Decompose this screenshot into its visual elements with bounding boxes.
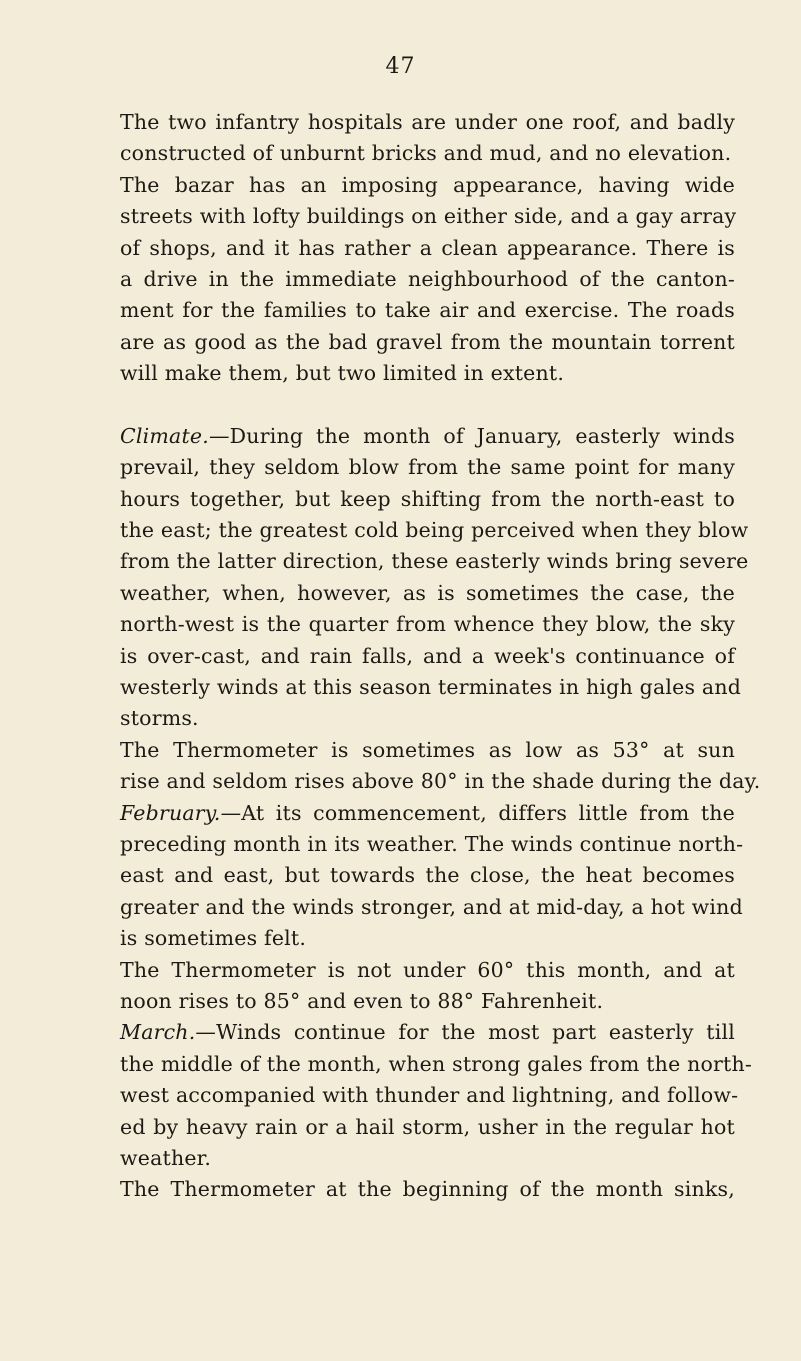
line-text: are as good as the bad gravel from the mountain torrent <box>120 329 735 354</box>
line-text: constructed of unburnt bricks and mud, and no elevation. <box>120 141 732 166</box>
text-line <box>120 986 735 1017</box>
line-text: —Winds continue for the most part easterly till <box>195 1020 735 1045</box>
line-text: noon rises to 85° and even to 88° Fahrenheit. <box>120 988 604 1013</box>
line-text: weather. <box>120 1145 212 1170</box>
line-text: north-west is the quarter from whence they blow, the sky <box>120 612 735 637</box>
text-line <box>120 829 744 860</box>
text-line <box>120 923 735 954</box>
section-heading: March. <box>120 1020 196 1045</box>
line-text: storms. <box>120 706 199 731</box>
body-text <box>120 107 761 1206</box>
line-text: The Thermometer is not under 60° this month, and at <box>120 957 735 982</box>
line-text: rise and seldom rises above 80° in the shade during the day. <box>120 769 761 794</box>
line-text: The Thermometer is sometimes as low as 53° at sun <box>120 737 735 762</box>
text-line <box>120 1143 735 1174</box>
line-text: hours together, but keep shifting from the north-east to <box>120 486 735 511</box>
line-text: from the latter direction, these easterly winds bring severe <box>120 549 749 574</box>
text-line <box>120 735 735 766</box>
line-text: —During the month of January, easterly winds <box>208 423 735 448</box>
text-line <box>120 860 735 891</box>
text-line <box>120 327 735 358</box>
line-text: east and east, but towards the close, the heat becomes <box>120 863 735 888</box>
section-heading: Climate. <box>120 423 209 448</box>
text-line <box>120 703 735 734</box>
line-text: west accompanied with thunder and lightning, and follow- <box>120 1083 739 1108</box>
text-line <box>120 107 735 138</box>
line-text: ed by heavy rain or a hail storm, usher in the regular hot <box>120 1114 735 1139</box>
text-line <box>120 515 749 546</box>
line-text: ment for the families to take air and exercise. The roads <box>120 298 735 323</box>
text-line <box>120 358 735 389</box>
line-text: The two infantry hospitals are under one roof, and badly <box>120 110 735 134</box>
text-line <box>120 892 743 923</box>
line-text: streets with lofty buildings on either side, and a gay array <box>120 204 737 229</box>
text-line <box>120 672 742 703</box>
text-line <box>120 609 735 640</box>
line-text: greater and the winds stronger, and at mid-day, a hot wind <box>120 894 743 919</box>
text-line <box>120 1080 739 1111</box>
text-line <box>120 452 735 483</box>
text-line <box>120 264 735 295</box>
line-text: prevail, they seldom blow from the same point for many <box>120 455 735 480</box>
line-text: a drive in the immediate neighbourhood of the canton- <box>120 266 735 291</box>
text-line <box>120 798 735 829</box>
line-text: will make them, but two limited in extent. <box>120 361 565 386</box>
text-line <box>120 201 735 232</box>
text-line <box>120 1017 735 1048</box>
text-line <box>120 578 735 609</box>
line-text: westerly winds at this season terminates in high gales and <box>120 675 742 700</box>
text-line <box>120 1049 753 1080</box>
text-line <box>120 484 735 515</box>
text-line <box>120 138 735 169</box>
text-line <box>120 641 735 672</box>
line-text: —At its commencement, differs little from the <box>220 800 735 825</box>
line-text: is over-cast, and rain falls, and a week's continuance of <box>120 643 735 668</box>
line-text: the east; the greatest cold being perceived when they blow <box>120 518 749 543</box>
text-line <box>120 421 735 452</box>
text-line <box>120 390 735 421</box>
line-text: weather, when, however, as is sometimes the case, the <box>120 580 735 605</box>
text-line <box>120 546 749 577</box>
text-line <box>120 1174 735 1205</box>
line-text: The Thermometer at the beginning of the month sinks, <box>120 1177 735 1202</box>
text-line <box>120 955 735 986</box>
text-line <box>120 295 735 326</box>
text-line <box>120 233 735 264</box>
line-text: of shops, and it has rather a clean appearance. There is <box>120 235 735 260</box>
line-text: The bazar has an imposing appearance, having wide <box>120 172 735 197</box>
line-text: preceding month in its weather. The winds continue north- <box>120 831 744 856</box>
page-number: 47 <box>385 54 416 79</box>
text-line <box>120 1112 735 1143</box>
section-heading: February. <box>120 800 221 825</box>
line-text: the middle of the month, when strong gales from the north- <box>120 1051 753 1076</box>
text-line <box>120 766 761 797</box>
text-line <box>120 170 735 201</box>
line-text: is sometimes felt. <box>120 926 307 951</box>
